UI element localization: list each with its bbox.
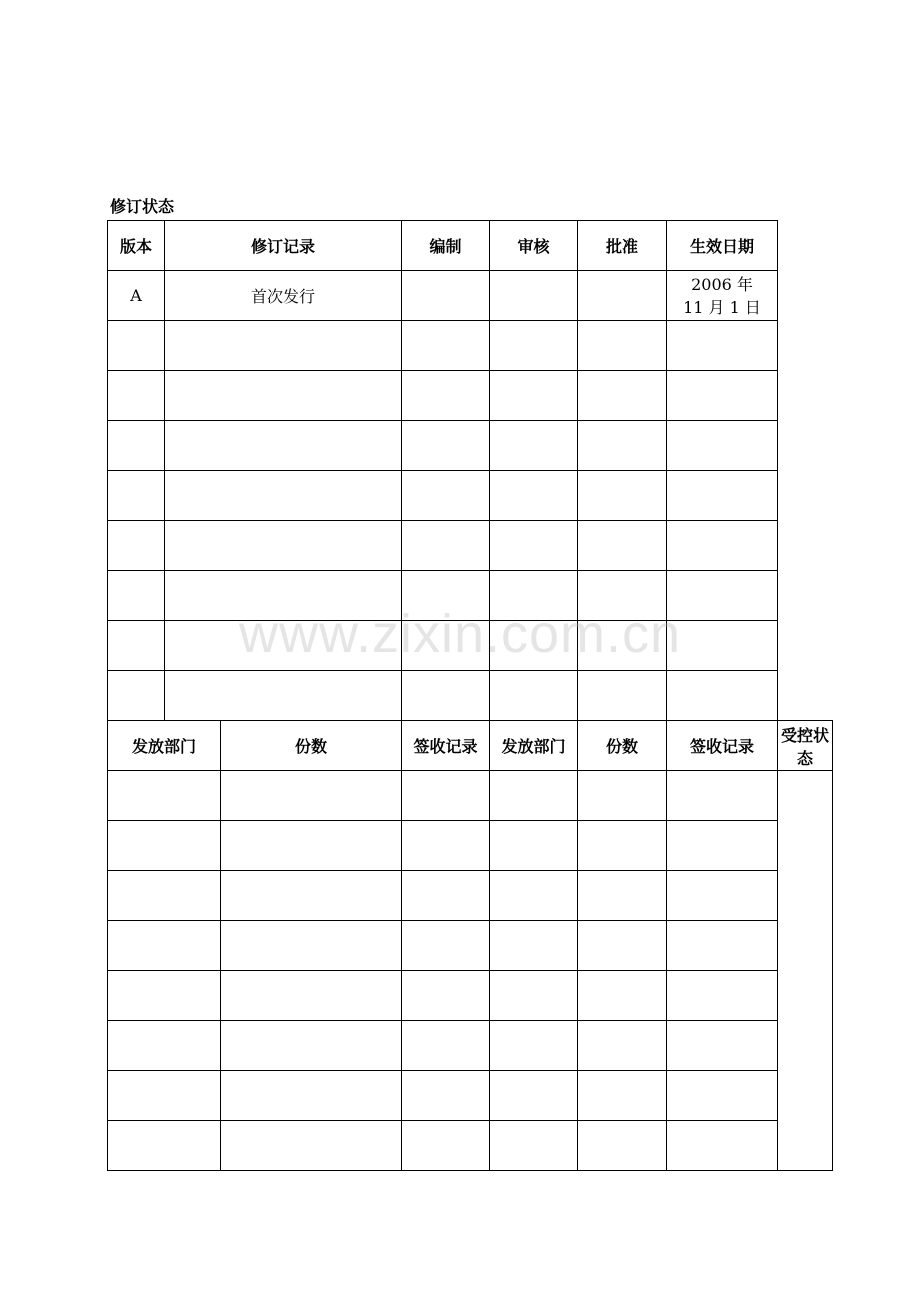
table-cell [221,1071,402,1121]
table-cell [402,421,490,471]
table-cell [578,321,667,371]
table-cell [578,471,667,521]
table-cell [165,321,402,371]
distribution-row [108,1121,833,1171]
control-status-cell [778,771,833,1171]
table-cell [165,671,402,721]
table-cell [108,321,165,371]
distribution-row [108,921,833,971]
header-revision-record: 修订记录 [165,221,402,271]
table-cell [578,371,667,421]
table-cell [667,671,778,721]
header-effective-date: 生效日期 [667,221,778,271]
distribution-row [108,1071,833,1121]
table-cell [667,821,778,871]
table-cell [578,621,667,671]
header-sign-record: 签收记录 [402,721,490,771]
table-cell [221,1121,402,1171]
table-cell [402,1121,490,1171]
effective-date-cell [667,271,778,321]
table-cell [108,1121,221,1171]
distribution-row [108,971,833,1021]
header-dept-2: 发放部门 [490,721,578,771]
header-sign-record-2: 签收记录 [667,721,778,771]
table-cell [402,321,490,371]
table-cell [667,1021,778,1071]
table-cell [490,771,578,821]
table-cell [490,371,578,421]
table-cell [402,1071,490,1121]
table-cell [667,421,778,471]
distribution-row [108,1021,833,1071]
table-cell [490,521,578,571]
table-cell [578,571,667,621]
table-cell [108,471,165,521]
table-cell [490,471,578,521]
revision-row-empty [108,671,833,721]
header-control-status: 受控状态 [778,721,833,771]
table-cell [402,1021,490,1071]
table-cell [108,421,165,471]
table-cell [221,971,402,1021]
table-cell [108,821,221,871]
revision-row [108,271,833,321]
table-cell [165,521,402,571]
table-cell [490,921,578,971]
watermark: www.zixin.com.cn [238,604,682,664]
revision-row-empty [108,321,833,371]
table-cell [578,821,667,871]
table-cell [165,371,402,421]
table-cell [221,871,402,921]
header-approved: 批准 [578,221,667,271]
table-cell [490,671,578,721]
table-cell [221,821,402,871]
table-cell [578,771,667,821]
table-cell [402,821,490,871]
table-cell [578,671,667,721]
distribution-row [108,821,833,871]
table-cell [578,521,667,571]
table-cell [108,921,221,971]
table-cell [578,1121,667,1171]
table-cell [667,971,778,1021]
table-cell [165,621,402,671]
table-cell [667,1121,778,1171]
table-cell [108,671,165,721]
table-cell [667,371,778,421]
header-version: 版本 [108,221,165,271]
table-cell [667,1071,778,1121]
table-cell [578,1071,667,1121]
revision-row-empty [108,621,833,671]
revision-row-empty [108,571,833,621]
table-cell [490,321,578,371]
table-cell [490,821,578,871]
header-dept: 发放部门 [108,721,221,771]
table-cell [402,921,490,971]
table-cell [402,871,490,921]
table-cell [667,771,778,821]
table-cell [221,771,402,821]
table-cell [490,421,578,471]
table-cell [165,421,402,471]
header-copies: 份数 [221,721,402,771]
table-cell [221,1021,402,1071]
table-cell [490,621,578,671]
table-cell [108,771,221,821]
table-cell [402,521,490,571]
reviewed-cell [490,271,578,321]
table-cell [667,571,778,621]
table-cell [108,871,221,921]
table-cell [165,571,402,621]
revision-status-table [107,220,833,1171]
distribution-header-row [108,721,833,771]
table-cell [108,371,165,421]
page-title: 修订状态 [110,197,175,216]
table-cell [667,471,778,521]
table-cell [578,421,667,471]
table-cell [402,371,490,421]
table-cell [108,1021,221,1071]
table-cell [490,571,578,621]
table-cell [108,621,165,671]
table-cell [490,871,578,921]
table-cell [578,921,667,971]
table-cell [402,621,490,671]
distribution-row [108,871,833,921]
table-cell [667,621,778,671]
revision-row-empty [108,471,833,521]
table-cell [490,971,578,1021]
header-copies-2: 份数 [578,721,667,771]
version-cell: A [108,271,165,321]
effective-date-line2: 11 月 1 日 [683,297,761,317]
table-cell [578,971,667,1021]
table-cell [402,671,490,721]
table-cell [667,321,778,371]
table-cell [490,1121,578,1171]
table-cell [108,521,165,571]
table-cell [402,771,490,821]
table-cell [108,1071,221,1121]
table-cell [402,971,490,1021]
revision-header-row [108,221,833,271]
revision-row-empty [108,521,833,571]
effective-date-line1: 2006 年 [691,274,753,294]
table-cell [667,921,778,971]
table-cell [108,971,221,1021]
table-cell [221,921,402,971]
table-cell [667,871,778,921]
table-cell [402,571,490,621]
revision-row-empty [108,371,833,421]
revision-row-empty [108,421,833,471]
table-cell [108,571,165,621]
table-cell [490,1071,578,1121]
table-cell [165,471,402,521]
approved-cell [578,271,667,321]
table-cell [667,521,778,571]
distribution-row [108,771,833,821]
revision-record-cell: 首次发行 [165,271,402,321]
table-cell [578,1021,667,1071]
table-cell [490,1021,578,1071]
header-reviewed: 审核 [490,221,578,271]
header-prepared: 编制 [402,221,490,271]
table-cell [578,871,667,921]
table-cell [402,471,490,521]
prepared-cell [402,271,490,321]
